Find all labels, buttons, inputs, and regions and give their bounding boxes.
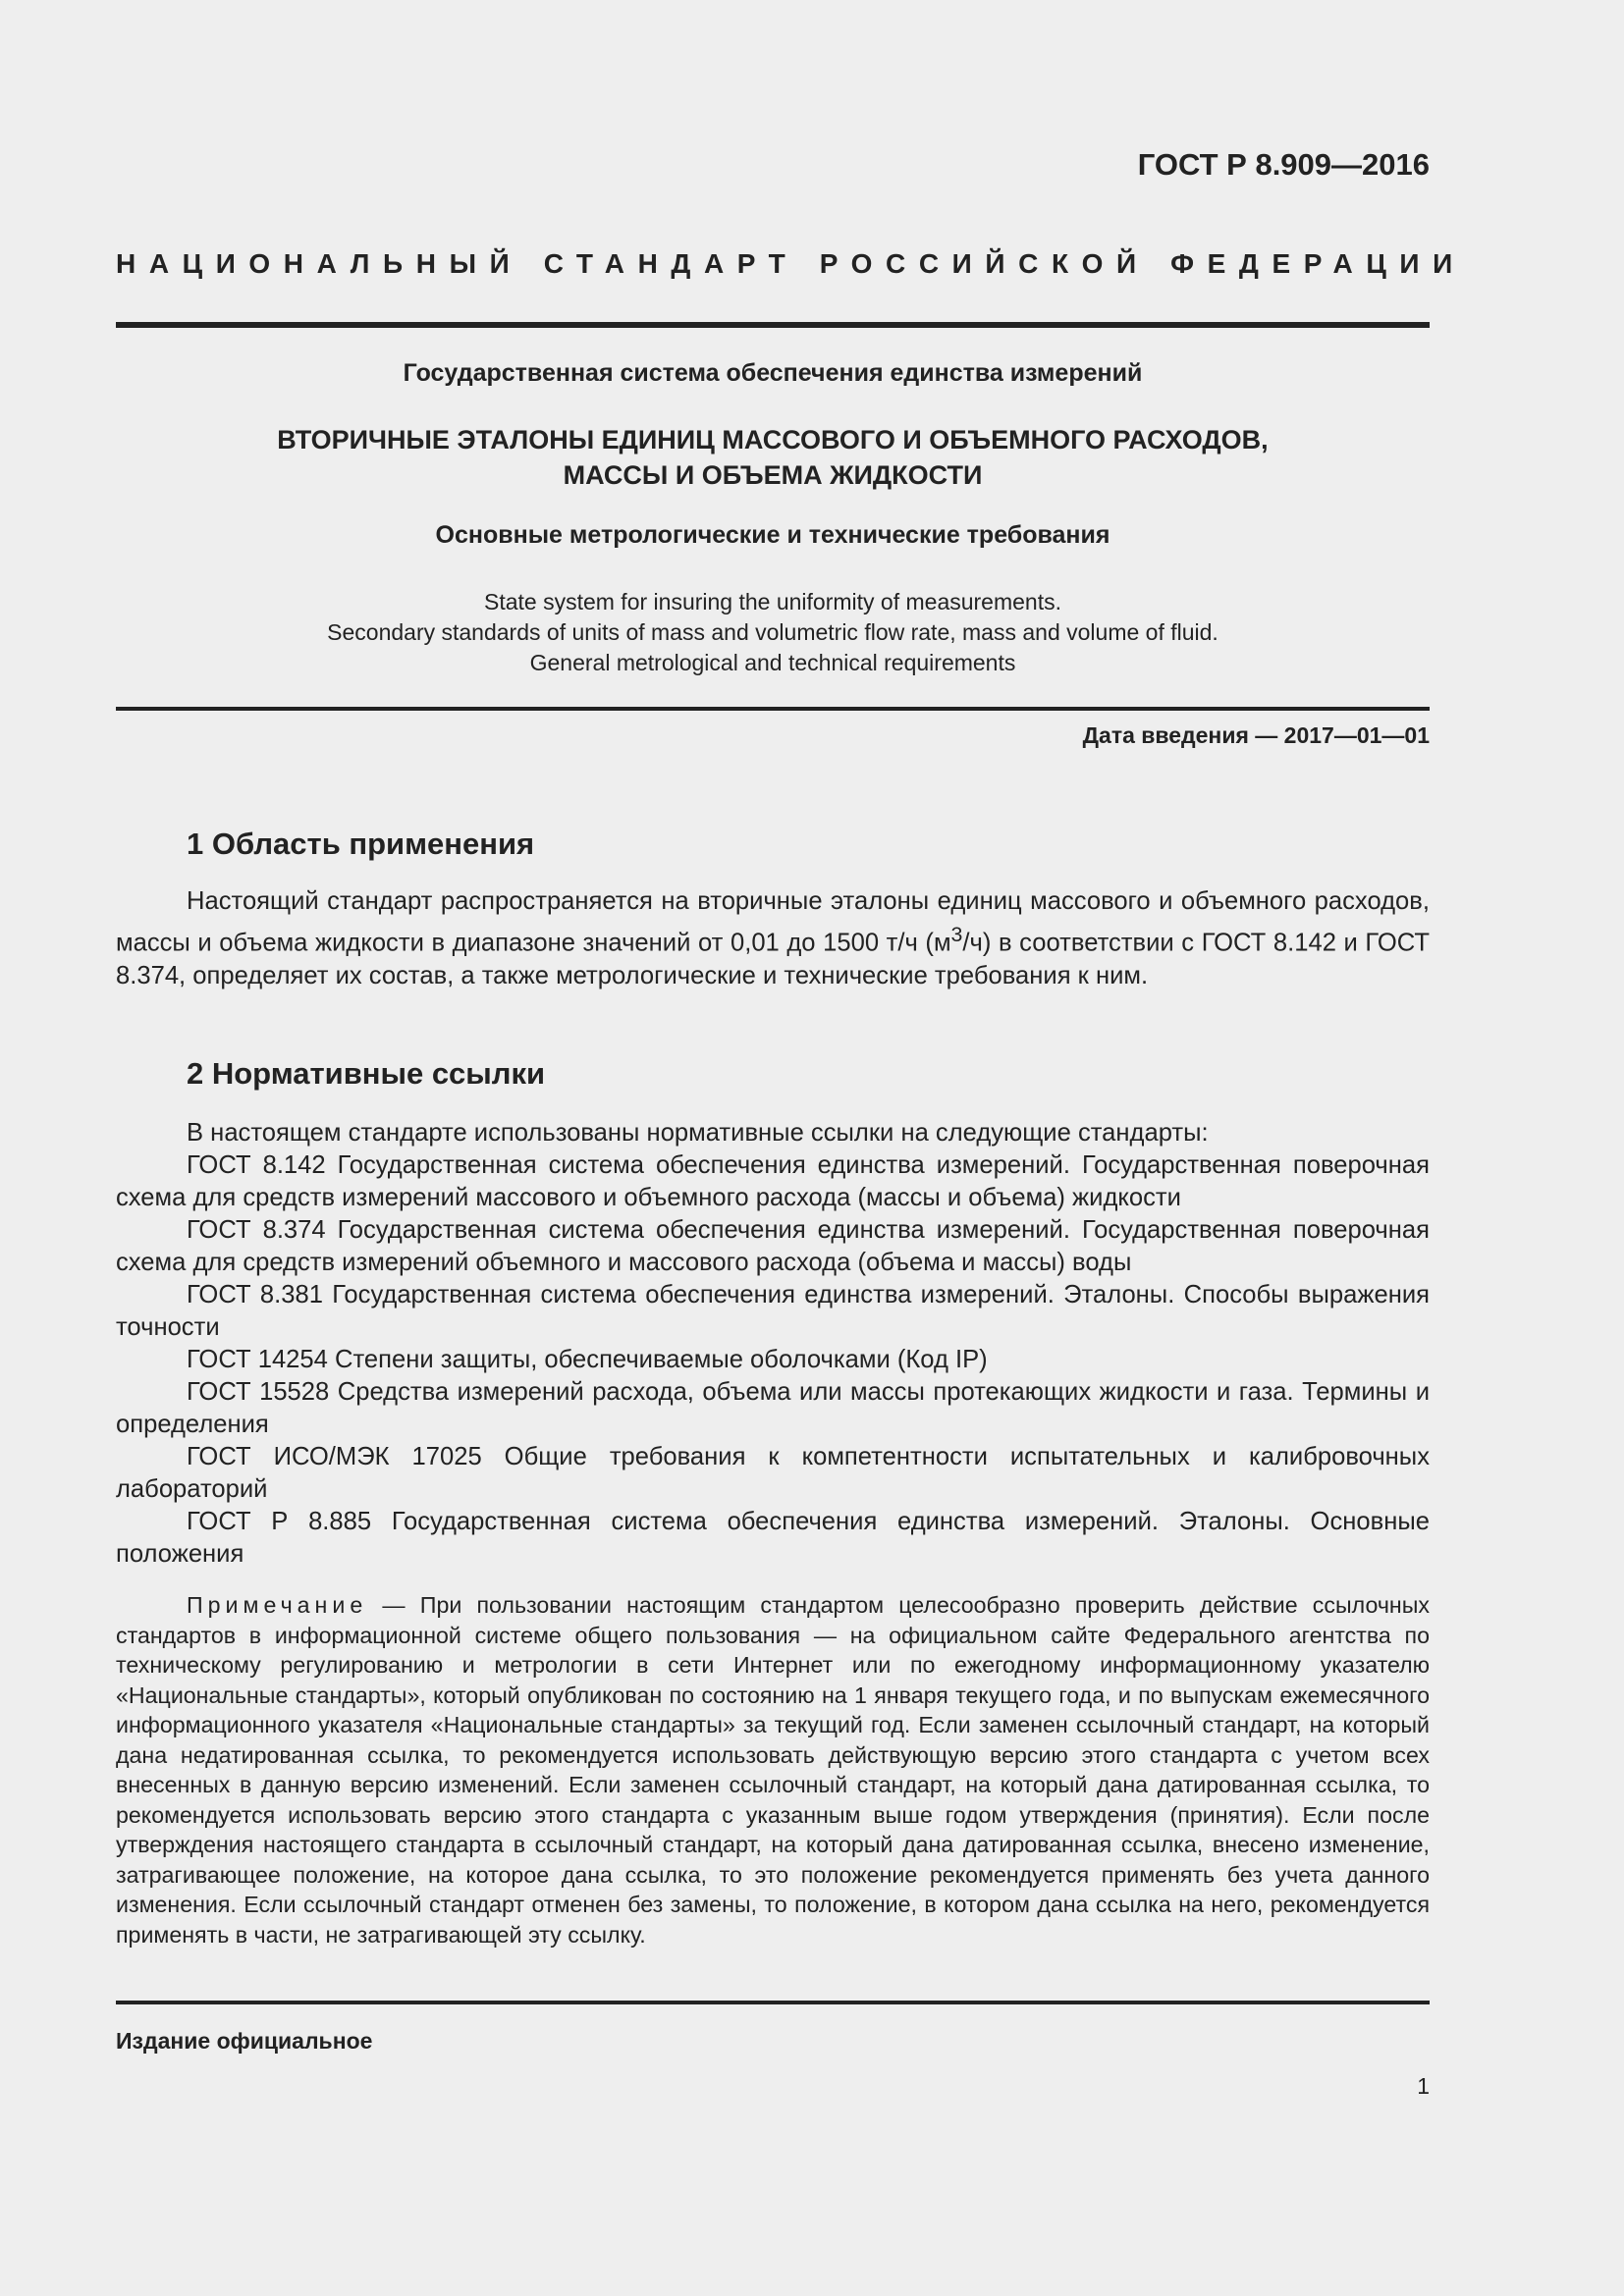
page-number: 1 [1417, 2073, 1430, 2099]
english-title-line: General metrological and technical requirements [529, 650, 1016, 675]
reference-item: ГОСТ Р 8.885 Государственная система обеспечения единства измерений. Эталоны. Основные положения [116, 1508, 1430, 1568]
superscript: 3 [950, 922, 963, 946]
reference-item: ГОСТ 15528 Средства измерений расхода, объема или массы протекающих жидкости и газа. Термины и определения [116, 1378, 1430, 1438]
section-1-paragraph [116, 885, 1430, 992]
reference-item: ГОСТ 8.142 Государственная система обеспечения единства измерений. Государственная поверочная схема для средств измерений массового и объемного расхода (массы и объема) жидкости [116, 1151, 1430, 1211]
top-divider [116, 322, 1430, 328]
document-page [116, 0, 1466, 2296]
english-title [116, 587, 1430, 678]
footer-divider [116, 2001, 1430, 2004]
english-title-line: State system for insuring the uniformity of measurements. [483, 589, 1062, 614]
document-code: ГОСТ Р 8.909—2016 [1137, 147, 1430, 182]
english-title-line: Secondary standards of units of mass and volumetric flow rate, mass and volume of fluid. [327, 619, 1218, 645]
document-title [116, 422, 1430, 493]
introduction-date: Дата введения — 2017—01—01 [1082, 722, 1430, 748]
document-title-line: ВТОРИЧНЫЕ ЭТАЛОНЫ ЕДИНИЦ МАССОВОГО И ОБЪЕМНОГО РАСХОДОВ, [277, 425, 1269, 454]
paragraph-text: /ч) в соответствии с ГОСТ 8.142 и ГОСТ 8.374, определяет их состав, а также метрологические и технические требования к ним. [116, 929, 1430, 989]
reference-item: ГОСТ 14254 Степени защиты, обеспечиваемые оболочками (Код IP) [187, 1346, 988, 1373]
note-text: — При пользовании настоящим стандартом целесообразно проверить действие ссылочных стандартов в информационной системе общего пользования — на официальном сайте Федерального агентства по техническому регулированию и метрологии в сети Интернет или по ежегодному информационному указателю «Национальные стандарты», который опубликован по состоянию на 1 января текущего года, и по выпускам ежемесячного информационного указателя «Национальные стандарты» за текущий год. Если заменен ссылочный стандарт, на который дана недатированная ссылка, то рекомендуется использовать действующую версию этого стандарта с учетом всех внесенных в данную версию изменений. Если заменен ссылочный стандарт, на который дана датированная ссылка, то рекомендуется использовать версию этого стандарта с указанным выше годом утверждения (принятия). Если после утверждения настоящего стандарта в ссылочный стандарт, на который дана датированная ссылка, внесено изменение, затрагивающее положение, на которое дана ссылка, то это положение рекомендуется применять без учета данного изменения. Если ссылочный стандарт отменен без замены, то положение, в котором дана ссылка на него, рекомендуется применять в части, не затрагивающей эту ссылку. [116, 1592, 1430, 1948]
references-intro: В настоящем стандарте использованы нормативные ссылки на следующие стандарты: [187, 1119, 1209, 1147]
document-subtitle: Основные метрологические и технические требования [435, 521, 1110, 549]
references-list [116, 1117, 1430, 1571]
system-title: Государственная система обеспечения единства измерений [403, 359, 1143, 387]
note-label: Примечание [187, 1592, 368, 1618]
paragraph-text: Настоящий стандарт распространяется на вторичные эталоны единиц массового и объемного расходов, массы и объема жидкости в диапазоне значений от 0,01 до 1500 т/ч (м [116, 887, 1430, 957]
note-paragraph [116, 1590, 1430, 1949]
reference-item: ГОСТ 8.381 Государственная система обеспечения единства измерений. Эталоны. Способы выражения точности [116, 1281, 1430, 1341]
document-title-line: МАССЫ И ОБЪЕМА ЖИДКОСТИ [563, 460, 983, 490]
reference-item: ГОСТ ИСО/МЭК 17025 Общие требования к компетентности испытательных и калибровочных лабораторий [116, 1443, 1430, 1503]
national-standard-banner: НАЦИОНАЛЬНЫЙ СТАНДАРТ РОССИЙСКОЙ ФЕДЕРАЦИИ [116, 248, 1466, 279]
section-2-heading: 2 Нормативные ссылки [187, 1056, 546, 1091]
edition-label: Издание официальное [116, 2028, 373, 2054]
reference-item: ГОСТ 8.374 Государственная система обеспечения единства измерений. Государственная поверочная схема для средств измерений объемного и массового расхода (объема и массы) воды [116, 1216, 1430, 1276]
section-1-heading: 1 Область применения [187, 827, 535, 861]
title-divider [116, 707, 1430, 711]
